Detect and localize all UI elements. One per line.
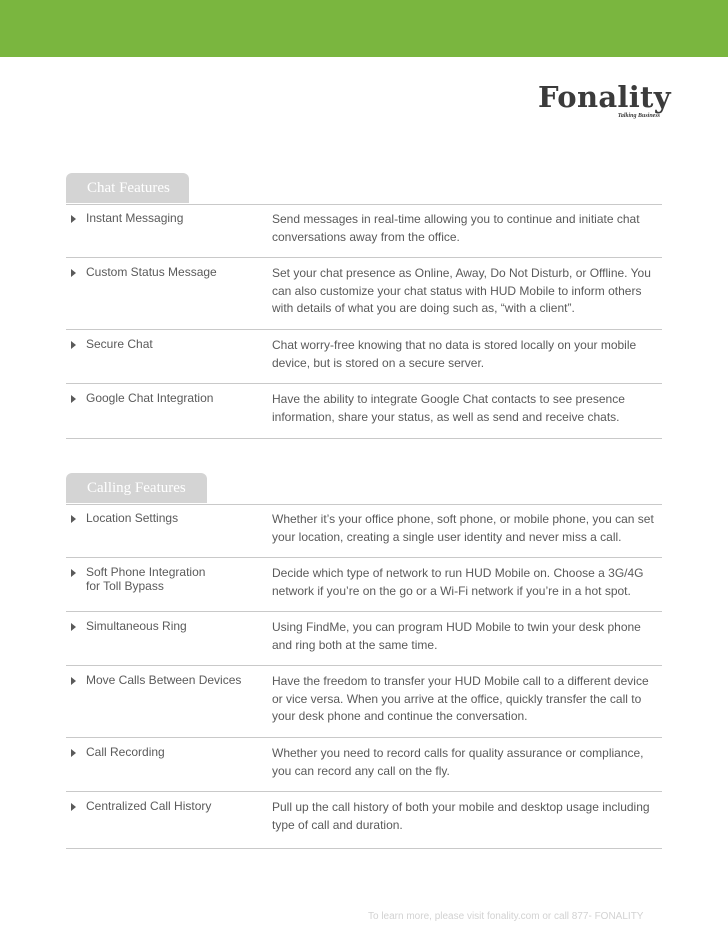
header-bar: [0, 0, 728, 57]
caret-right-icon: [71, 749, 76, 757]
feature-name: Instant Messaging: [86, 211, 184, 225]
feature-row: [66, 262, 662, 330]
feature-description: Whether it’s your office phone, soft phone, or mobile phone, you can set your location, creating a single user identity and never miss a call.: [272, 512, 654, 544]
row-divider: [66, 737, 662, 738]
section-rule: [66, 204, 662, 205]
caret-right-icon: [71, 341, 76, 349]
feature-description: Have the freedom to transfer your HUD Mobile call to a different device or vice versa. When you arrive at the office, quickly transfer the call to your desk phone and continue the conversation.: [272, 674, 649, 723]
feature-row: [66, 388, 662, 439]
row-divider: [66, 791, 662, 792]
footer-contact-text: To learn more, please visit fonality.com or call 877- FONALITY: [368, 911, 644, 922]
caret-right-icon: [71, 269, 76, 277]
feature-row: [66, 616, 662, 666]
section-rule: [66, 504, 662, 505]
feature-row: [66, 334, 662, 384]
fonality-logo: [538, 80, 671, 124]
logo-wordmark: Fonality: [538, 80, 671, 114]
feature-description: Pull up the call history of both your mobile and desktop usage including type of call and duration.: [272, 800, 650, 832]
row-divider: [66, 438, 662, 439]
row-divider: [66, 848, 662, 849]
row-divider: [66, 329, 662, 330]
row-divider: [66, 665, 662, 666]
logo-tagline: Talking Business: [617, 113, 660, 119]
feature-name: Centralized Call History: [86, 799, 212, 813]
caret-right-icon: [71, 569, 76, 577]
feature-row: [66, 742, 662, 792]
feature-description: Have the ability to integrate Google Chat contacts to see presence information, share your status, as well as send and receive chats.: [272, 392, 625, 424]
feature-description: Using FindMe, you can program HUD Mobile to twin your desk phone and ring both at the same time.: [272, 620, 641, 652]
feature-description: Send messages in real-time allowing you to continue and initiate chat conversations away from the office.: [272, 212, 640, 244]
feature-name: Soft Phone Integration for Toll Bypass: [86, 565, 206, 593]
feature-row: [66, 562, 662, 612]
section-tab-chat: Chat Features: [66, 173, 189, 203]
feature-name: Google Chat Integration: [86, 391, 214, 405]
caret-right-icon: [71, 395, 76, 403]
feature-description: Chat worry-free knowing that no data is stored locally on your mobile device, but is stored on a secure server.: [272, 338, 637, 370]
feature-name: Location Settings: [86, 511, 179, 525]
caret-right-icon: [71, 623, 76, 631]
caret-right-icon: [71, 803, 76, 811]
feature-name: Custom Status Message: [86, 265, 217, 279]
feature-description: Decide which type of network to run HUD Mobile on. Choose a 3G/4G network if you’re on the go or a Wi-Fi network if you’re in a hot spot.: [272, 566, 644, 598]
section-tab-calling: Calling Features: [66, 473, 207, 503]
row-divider: [66, 557, 662, 558]
row-divider: [66, 611, 662, 612]
feature-row: [66, 796, 662, 849]
feature-name: Move Calls Between Devices: [86, 673, 242, 687]
feature-row: [66, 670, 662, 738]
caret-right-icon: [71, 215, 76, 223]
feature-row: [66, 208, 662, 258]
calling-features-section: [66, 473, 662, 849]
caret-right-icon: [71, 515, 76, 523]
row-divider: [66, 257, 662, 258]
feature-name: Call Recording: [86, 745, 165, 759]
feature-name: Secure Chat: [86, 337, 153, 351]
feature-name: Simultaneous Ring: [86, 619, 187, 633]
feature-description: Whether you need to record calls for quality assurance or compliance, you can record any call on the fly.: [272, 746, 644, 778]
chat-features-section: [66, 173, 662, 439]
feature-description: Set your chat presence as Online, Away, Do Not Disturb, or Offline. You can also customize your chat status with HUD Mobile to inform others with details of what you are doing such as, “with a client”.: [272, 266, 651, 315]
row-divider: [66, 383, 662, 384]
feature-row: [66, 508, 662, 558]
caret-right-icon: [71, 677, 76, 685]
